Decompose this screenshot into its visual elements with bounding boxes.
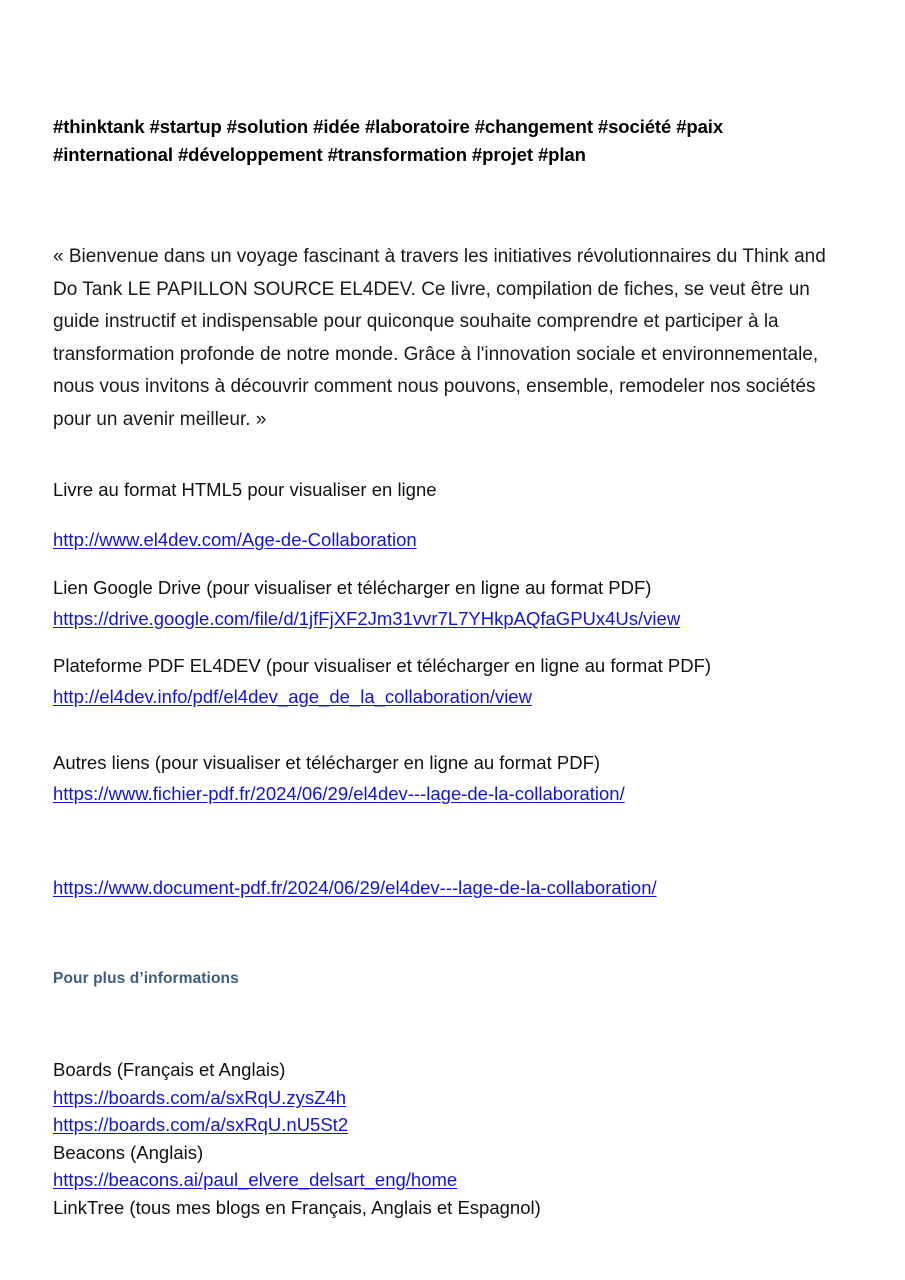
hashtag-line-1: #thinktank #startup #solution #idée #laboratoire #changement #société #paix [53,116,724,137]
linktree-label-row [53,1194,865,1222]
linktree-label: LinkTree (tous mes blogs en Français, Anglais et Espagnol) [53,1196,541,1218]
beacons-label: Beacons (Anglais) [53,1141,204,1163]
link-boards-en[interactable]: https://boards.com/a/sxRqU.nU5St2 [53,1114,349,1135]
autres-liens-label: Autres liens (pour visualiser et télécharger en ligne au format PDF) [53,752,601,773]
autres-liens-block [53,747,865,809]
document-pdf-block [53,872,865,903]
boards-label-row [53,1056,865,1084]
html5-format-block [53,474,865,505]
link-el4dev-info-pdf[interactable]: http://el4dev.info/pdf/el4dev_age_de_la_collaboration/view [53,686,532,707]
link-beacons-ai[interactable]: https://beacons.ai/paul_elvere_delsart_eng/home [53,1169,458,1190]
google-drive-label: Lien Google Drive (pour visualiser et télécharger en ligne au format PDF) [53,577,652,598]
el4dev-platform-block [53,650,865,712]
link-boards-fr[interactable]: https://boards.com/a/sxRqU.zysZ4h [53,1086,347,1108]
more-info-heading: Pour plus d’informations [53,970,239,987]
beacons-url-row [53,1166,865,1194]
el4dev-platform-label: Plateforme PDF EL4DEV (pour visualiser et télécharger en ligne au format PDF) [53,655,712,676]
link-el4dev-age-de-collaboration[interactable]: http://www.el4dev.com/Age-de-Collaboration [53,529,417,550]
link-fichier-pdf-fr[interactable]: https://www.fichier-pdf.fr/2024/06/29/el4dev---lage-de-la-collaboration/ [53,783,625,804]
intro-paragraph: « Bienvenue dans un voyage fascinant à travers les initiatives révolutionnaires du Think and Do Tank LE PAPILLON SOURCE EL4DEV. Ce livre, compilation de fiches, se veut être un guide instructif et indispensable pour quiconque souhaite comprendre et participer à la transformation profonde de notre monde. Grâce à l'innovation sociale et environnementale, nous vous invitons à découvrir comment nous pouvons, ensemble, remodeler nos sociétés pour un avenir meilleur. » [53,246,826,430]
link-document-pdf-fr[interactable]: https://www.document-pdf.fr/2024/06/29/el4dev---lage-de-la-collaboration/ [53,877,657,898]
link-google-drive[interactable]: https://drive.google.com/file/d/1jfFjXF2Jm31vvr7L7YHkpAQfaGPUx4Us/view [53,608,681,629]
html5-format-label: Livre au format HTML5 pour visualiser en ligne [53,479,437,500]
hashtag-heading [53,113,852,169]
boards-url-2-row [53,1111,865,1139]
html5-url-block [53,524,865,555]
social-links-list [53,1056,865,1221]
beacons-label-row [53,1139,865,1167]
hashtag-line-2: #international #développement #transformation #projet #plan [53,144,586,165]
boards-label: Boards (Français et Anglais) [53,1059,286,1080]
boards-url-1-row [53,1084,865,1112]
google-drive-block [53,572,865,634]
